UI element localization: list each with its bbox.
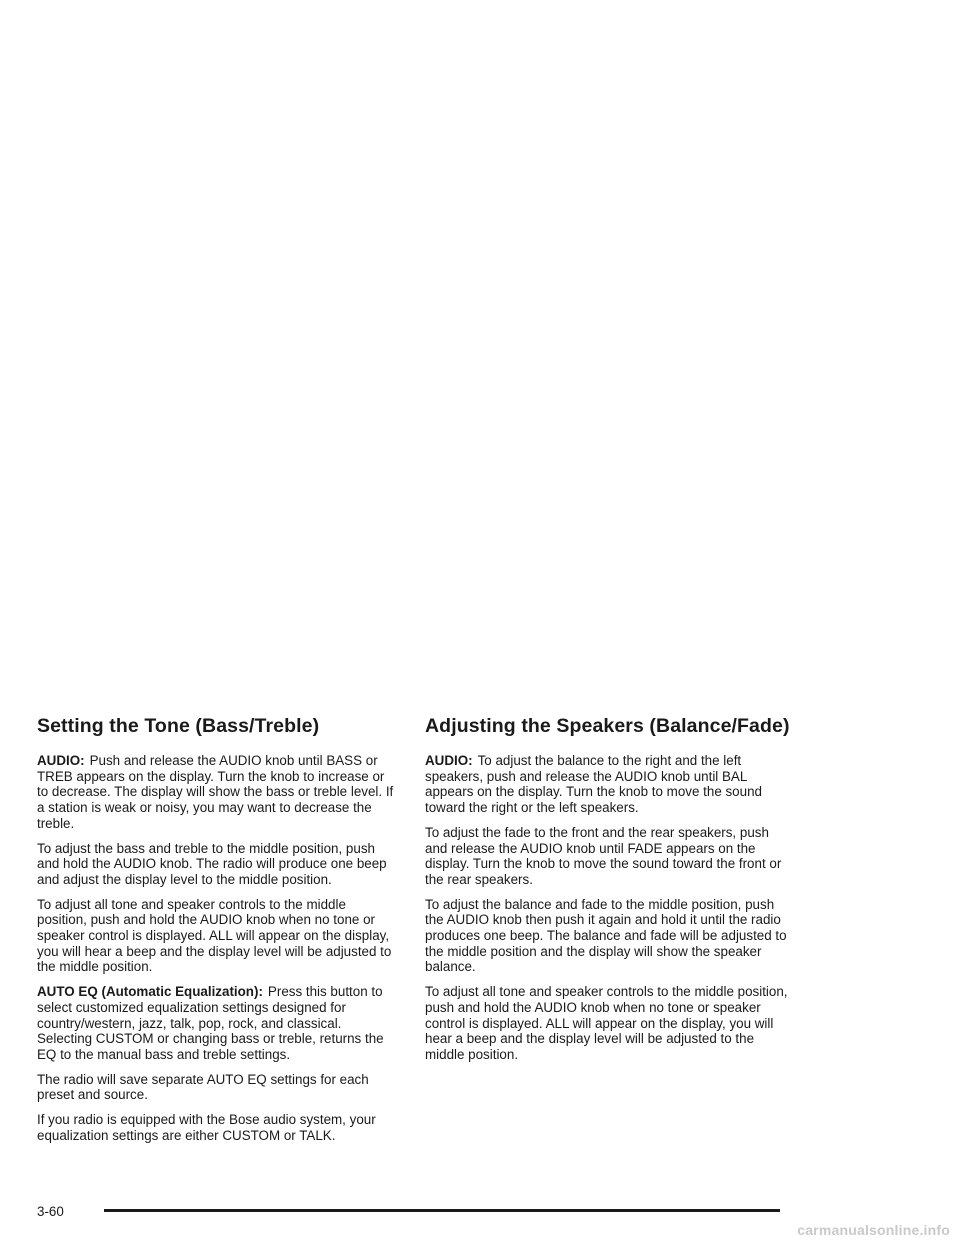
paragraph-lead: AUTO EQ (Automatic Equalization):	[37, 984, 263, 1000]
paragraph	[425, 753, 790, 816]
paragraph-text: Press this button to select customized equalization settings designed for country/western, jazz, talk, pop, rock, and classical. Selecting CUSTOM or changing bass or treble, returns the EQ to the manual bass and treble settings.	[37, 984, 384, 1062]
paragraph-text: To adjust the balance to the right and the left speakers, push and release the AUDIO knob until BAL appears on the display. Turn the knob to move the sound toward the right or the left speakers.	[425, 753, 762, 816]
paragraph-text: To adjust the balance and fade to the middle position, push the AUDIO knob then push it again and hold it until the radio produces one beep. The balance and fade will be adjusted to the middle position and the display will show the speaker balance.	[425, 896, 787, 975]
tone-section-heading: Setting the Tone (Bass/Treble)	[37, 715, 320, 737]
tone-section	[37, 715, 397, 1152]
footer-rule	[104, 1209, 780, 1212]
paragraph	[37, 1072, 397, 1103]
paragraph-lead: AUDIO:	[425, 753, 473, 768]
paragraph-text: The radio will save separate AUTO EQ settings for each preset and source.	[37, 1071, 369, 1103]
speakers-section-heading: Adjusting the Speakers (Balance/Fade)	[425, 715, 790, 737]
paragraph-lead: AUDIO:	[37, 753, 85, 768]
paragraph-text: If you radio is equipped with the Bose audio system, your equalization settings are either CUSTOM or TALK.	[37, 1112, 376, 1143]
paragraph-text: Push and release the AUDIO knob until BASS or TREB appears on the display. Turn the knob to increase or to decrease. The display will show the bass or treble level. If a station is weak or noisy, you may want to decrease the treble.	[37, 753, 394, 831]
paragraph-text: To adjust the bass and treble to the middle position, push and hold the AUDIO knob. The radio will produce one beep and adjust the display level to the middle position.	[37, 840, 387, 887]
paragraph	[425, 897, 790, 976]
paragraph	[37, 984, 397, 1063]
page-number: 3-60	[37, 1204, 64, 1219]
paragraph	[425, 825, 790, 888]
paragraph	[37, 753, 397, 832]
paragraph	[37, 841, 397, 888]
paragraph	[37, 897, 397, 976]
paragraph	[37, 1112, 397, 1143]
paragraph-text: To adjust all tone and speaker controls to the middle position, push and hold the AUDIO knob when no tone or speaker control is displayed. ALL will appear on the display, you will hear a beep and the display level will be adjusted to the middle position.	[37, 896, 392, 975]
paragraph	[425, 984, 790, 1063]
paragraph-text: To adjust all tone and speaker controls to the middle position, push and hold the AUDIO knob when no tone or speaker control is displayed. ALL will appear on the display, you will hear a beep and the display level will be adjusted to the middle position.	[425, 984, 788, 1062]
paragraph-text: To adjust the fade to the front and the rear speakers, push and release the AUDIO knob until FADE appears on the display. Turn the knob to move the sound toward the front or the rear speakers.	[425, 824, 782, 887]
speakers-section	[425, 715, 790, 1072]
watermark: carmanualsonline.info	[797, 1222, 950, 1238]
